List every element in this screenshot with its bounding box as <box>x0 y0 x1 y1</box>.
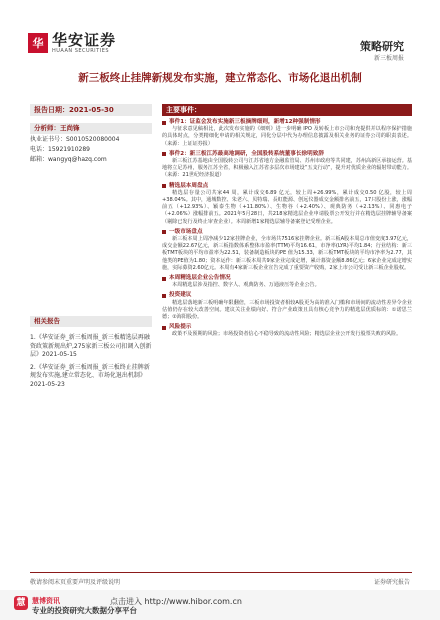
section-heading: 事件1：证监会发布实施新三板摘牌细则，新增12种强制情形 <box>162 119 412 126</box>
analyst-label: 分析师：王尚锋 <box>30 123 152 134</box>
main-content <box>162 104 412 339</box>
promo-brand: 慧博资讯 <box>32 597 60 605</box>
footer-divider <box>30 572 412 573</box>
key-events-label: 主要事件： <box>162 104 412 116</box>
section-body: 新三板江苏基地由全国股转公司与江苏省地方金融监管局、苏州市政府等共同建，苏州高新区承接运营。基地将立足苏州，服务江苏全省，积极融入江苏省多层次市场建设“五支行动”，提升对优质企业的辐射带动能力。（来源：21世纪经济报道） <box>162 158 412 179</box>
logo-english-name: HUAAN SECURITIES <box>52 48 110 54</box>
analyst-license: 执业证书号：S0010520080004 <box>30 136 120 143</box>
logo-seal-icon: 华 <box>28 33 48 53</box>
report-date: 报告日期：2021-05-30 <box>30 104 152 116</box>
related-reports-list <box>30 334 154 394</box>
footer-doc-type: 证券研究报告 <box>373 579 410 586</box>
section-body: 精选层落地新三板明确年限翻倍，三板市场投资者相较A股更为高的准入门槛和市场间的流动性差异令企业估值仍存在较大改善空间。建议关注业绩向好、符合产业政策且具有核心竞争力的精选层优质标的：①诺思兰德；②海阳股份。 <box>162 299 412 321</box>
logo-chinese-name: 华安证券 <box>52 31 117 49</box>
section-heading: 精选层本周盘点 <box>162 183 412 190</box>
report-title: 新三板终止挂牌新规发布实施，建立常态化、市场化退出机制 <box>78 72 362 84</box>
section-heading: 风险提示 <box>162 324 412 331</box>
section-body: 新三板本周上周净减少12家挂牌企业，全市场共7516家挂牌企业。新三板A股本周总市值变度3.97亿元，成交金额22.67亿元，新三板指数体系整体市盈率(TTM)平均16.61，市净率(LYR)平均1.84；行业结构：新三板TMT板块的平均市盈率为22.51，装备制造板块的PE 值为15.33，新三板TMT板块的平均市净率为2.77，其他类的PE值为1.80；资本运作：新三板本周共9家企业完成定增，累计募资金额8.86亿元；6家企业完成定增实施，实际募资2.60亿元。本周有4家新三板企业宣告完成了重要资产收购，2家上市公司受让新三板企业股权。 <box>162 236 412 271</box>
report-type: 策略研究 <box>360 40 404 53</box>
related-report-item[interactable]: 2.《华安证券_新三板周报_新三板终止挂牌新规发布实施,建立常态化、市场化退出机制》2021-05-23 <box>30 363 150 388</box>
footer-disclaimer: 敬请参阅末页重要声明及评级说明 <box>30 579 121 586</box>
promo-link[interactable]: 点击进入 http://www.hibor.com.cn <box>110 597 242 606</box>
hibor-logo-icon: 慧 <box>14 596 28 610</box>
related-report-item[interactable]: 1.《华安证券_新三板周报_新三板精选层再融资政策新规出炉,275家新三板公司扣调入创新层》2021-05-15 <box>30 334 152 359</box>
section-heading: 一级市场盘点 <box>162 229 412 236</box>
analyst-email[interactable]: 邮箱：wangyq@hazq.com <box>30 156 107 163</box>
analyst-phone: 电话：15921910289 <box>30 146 90 153</box>
section-heading: 投资建议 <box>162 292 412 299</box>
promo-tagline: 专业的投资研究大数据分享平台 <box>32 606 137 615</box>
section-body: 本周精选层涉及指控、数字人、观典防务、万通液压等企业公告。 <box>172 282 320 289</box>
section-body: 政策不及预期的风险；市场投资者信心不稳导致的流动性风险；精选层企业公开发行股票失败的风险。 <box>172 331 402 338</box>
section-heading: 事件2：新三板江苏最高地调研，全国股转系统董事长徐明致辞 <box>162 151 412 158</box>
report-header <box>0 0 440 62</box>
section-body: 与征求意见稿相比，此次发布实施的《细则》进一步明确 IPO 及转板上市公司和充提供并以程序保护措施的具体时点，分类精细化申请的相关规定，同化分层中代为办理信息披露及相关业务的证券公司的职责表述。（来源：上证证券报） <box>162 126 412 147</box>
left-sidebar <box>30 104 152 164</box>
promo-banner[interactable] <box>0 590 440 620</box>
section-heading: 本周精选层企业公告情况 <box>162 275 412 282</box>
section-body: 精选层存量公司共家44 周，累计成交6.89 亿元，较上周+26.99%，累计成交0.50 亿股，较上周+38.04%。其中，通城数控、朱老六、贝特瑞、長虹能源、创远仪器成交金额排名前五，17只股份上涨，涨幅前五（+12.93%）、颖泰生物（+11.80%）、生物谷（+2.40%）、观典防务（+2.13%）、同惠电子（+2.06%）涨幅排前五。2021年5月28日，共218家精选层企业申请股票公开发行并在精选层挂牌辅导备案（剔除已发行及终止审查企业）。本周新增1家精选层辅导备案登记受理企业。 <box>162 189 412 225</box>
related-reports-label: 相关报告 <box>30 316 152 327</box>
report-subtype: 新三板周报 <box>373 55 404 62</box>
company-logo <box>28 32 116 54</box>
